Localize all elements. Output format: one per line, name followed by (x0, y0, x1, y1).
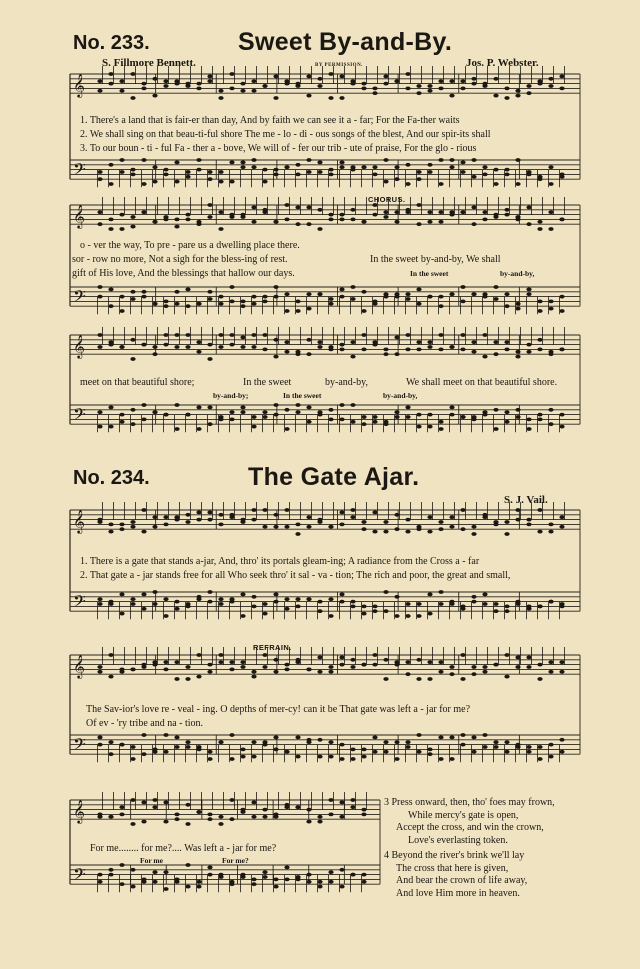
hymn-title-233: Sweet By-and-By. (238, 28, 453, 56)
verse-line-233-3b: gift of His love, And the blessings that hallow our days. (72, 268, 295, 279)
svg-text:𝄢: 𝄢 (73, 286, 86, 311)
svg-text:𝄢: 𝄢 (73, 734, 86, 759)
verse-3-line-4: Love's everlasting token. (408, 834, 508, 846)
verse-line-233-1b: o - ver the way, To pre - pare us a dwelling place there. (80, 240, 300, 251)
chorus-lyric-row3-d: We shall meet on that beautiful shore. (406, 377, 558, 388)
refrain-label: REFRAIN. (253, 643, 292, 652)
refrain-line-1: The Sav-ior's love re - veal - ing. O depths of mer-cy! can it be That gate was left a - jar for me? (86, 704, 471, 715)
verse-3-line-2: While mercy's gate is open, (408, 809, 519, 821)
refrain-row3-lyric: For me........ for me?.... Was left a - jar for me? (90, 843, 277, 854)
chorus-bass-cue-b: by-and-by, (500, 269, 535, 278)
hymn-title-234: The Gate Ajar. (248, 463, 420, 491)
svg-text:𝄢: 𝄢 (73, 404, 86, 429)
verse-line-234-1: 1. There is a gate that stands a-jar, And, thro' its portals gleam-ing; A radiance from the Cross a - far (80, 556, 480, 567)
verse-line-234-2: 2. That gate a - jar stands free for all Who seek thro' it sal - va - tion; The rich and poor, the great and small, (80, 570, 511, 581)
chorus-bass-row3-b: In the sweet (283, 391, 322, 400)
chorus-lyric-row2: In the sweet by-and-by, We shall (370, 254, 501, 265)
refrain-line-2: Of ev - 'ry tribe and na - tion. (86, 718, 204, 729)
hymn-number-234: No. 234. (73, 467, 150, 489)
verse-4 (384, 850, 527, 900)
chorus-lyric-row3-b: In the sweet (243, 377, 292, 388)
verse-line-233-1a: 1. There's a land that is fair-er than day, And by faith we can see it a - far; For the Fa-ther waits (80, 115, 460, 126)
chorus-bass-row3-c: by-and-by, (383, 391, 418, 400)
svg-text:𝄞: 𝄞 (73, 509, 85, 534)
svg-text:𝄞: 𝄞 (73, 799, 85, 824)
chorus-label: CHORUS. (368, 195, 406, 204)
chorus-lyric-row3-a: meet on that beautiful shore; (80, 377, 195, 388)
refrain-row3-bass-a: For me (140, 856, 163, 865)
refrain-row3-bass-b: For me? (222, 856, 249, 865)
verse-4-line-3: And bear the crown of life away, (396, 875, 528, 886)
svg-text:𝄞: 𝄞 (73, 73, 85, 98)
verse-3-line-1: 3 Press onward, then, tho' foes may frown, (384, 797, 555, 808)
svg-text:𝄢: 𝄢 (73, 591, 86, 616)
verse-3 (384, 797, 555, 847)
verse-line-233-3a: 3. To our boun - ti - ful Fa - ther a - bove, We will of - fer our trib - ute of praise, For the glo - rious (80, 143, 477, 154)
chorus-lyric-row3-c: by-and-by, (325, 377, 368, 388)
verse-4-line-2: The cross that here is given, (396, 862, 509, 874)
verse-4-line-1: 4 Beyond the river's brink we'll lay (384, 850, 525, 861)
hymn-composer-234: S. J. Vail. (504, 494, 548, 506)
verse-line-233-2a: 2. We shall sing on that beau-ti-ful shore The me - lo - di - ous songs of the blest, And our spir-its shall (80, 129, 491, 140)
hymn-composer-233: Jos. P. Webster. (466, 57, 539, 69)
chorus-bass-row3-a: by-and-by; (213, 391, 249, 400)
verse-line-233-2b: sor - row no more, Not a sigh for the bless-ing of rest. (72, 254, 288, 265)
svg-text:𝄞: 𝄞 (73, 654, 85, 679)
permission-note: BY PERMISSION. (315, 63, 363, 68)
verse-4-line-4: And love Him more in heaven. (396, 887, 520, 899)
chorus-bass-cue-a: In the sweet (410, 269, 449, 278)
svg-text:𝄢: 𝄢 (73, 864, 86, 889)
verse-3-line-3: Accept the cross, and win the crown, (396, 822, 544, 833)
svg-text:𝄢: 𝄢 (73, 159, 86, 184)
svg-text:𝄞: 𝄞 (73, 204, 85, 229)
hymn-number-233: No. 233. (73, 32, 150, 54)
svg-text:𝄞: 𝄞 (73, 334, 85, 359)
hymn-author-233: S. Fillmore Bennett. (102, 57, 196, 69)
